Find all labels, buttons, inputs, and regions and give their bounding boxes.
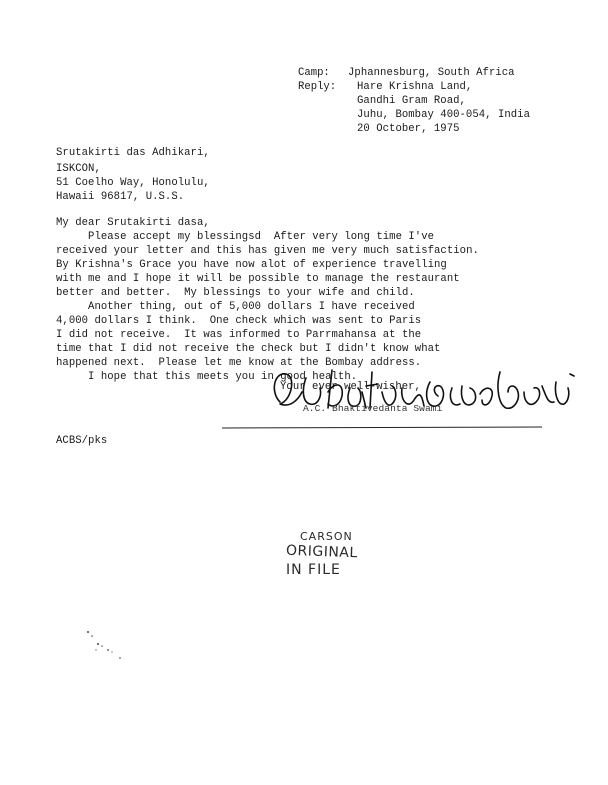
camp-value: Jphannesburg, South Africa <box>348 67 515 79</box>
reply-line: Juhu, Bombay 400-054, India <box>357 109 530 121</box>
recipient-line: ISKCON, <box>56 163 101 175</box>
typed-name: A.C. Bhaktivedanta Swami <box>303 403 443 414</box>
body-line: received your letter and this has given me very much satisfaction. <box>56 245 479 257</box>
typist-initials: ACBS/pks <box>56 435 108 447</box>
stamp-line: IN FILE <box>286 562 341 578</box>
reply-label: Reply: <box>298 81 337 93</box>
stamp-line: CARSON <box>300 530 353 543</box>
letter-date: 20 October, 1975 <box>357 123 460 135</box>
reply-line: Hare Krishna Land, <box>357 81 473 93</box>
signature-underline <box>222 425 542 431</box>
recipient-line: Srutakirti das Adhikari, <box>56 147 210 159</box>
body-line: with me and I hope it will be possible to manage the restaurant <box>56 273 460 285</box>
body-line: time that I did not receive the check but I didn't know what <box>56 343 441 355</box>
reply-line: Gandhi Gram Road, <box>357 95 466 107</box>
recipient-line: Hawaii 96817, U.S.S. <box>56 191 185 203</box>
body-line: happened next. Please let me know at the Bombay address. <box>56 357 422 369</box>
body-line: By Krishna's Grace you have now alot of experience travelling <box>56 259 447 271</box>
body-line: I did not receive. It was informed to Parrmahansa at the <box>56 329 422 341</box>
valediction: Your ever well-wisher, <box>280 381 421 393</box>
scan-specks <box>78 620 138 670</box>
body-line: 4,000 dollars I think. One check which was sent to Paris <box>56 315 422 327</box>
body-line: I hope that this meets you in good health. <box>56 371 358 383</box>
body-line: Please accept my blessingsd After very long time I've <box>56 231 435 243</box>
salutation: My dear Srutakirti dasa, <box>56 217 210 229</box>
camp-label: Camp: <box>298 67 330 79</box>
body-line: better and better. My blessings to your wife and child. <box>56 287 415 299</box>
recipient-line: 51 Coelho Way, Honolulu, <box>56 177 210 189</box>
stamp-line: ORIGINAL <box>285 542 358 562</box>
body-line: Another thing, out of 5,000 dollars I have received <box>56 301 415 313</box>
signature <box>262 352 582 432</box>
